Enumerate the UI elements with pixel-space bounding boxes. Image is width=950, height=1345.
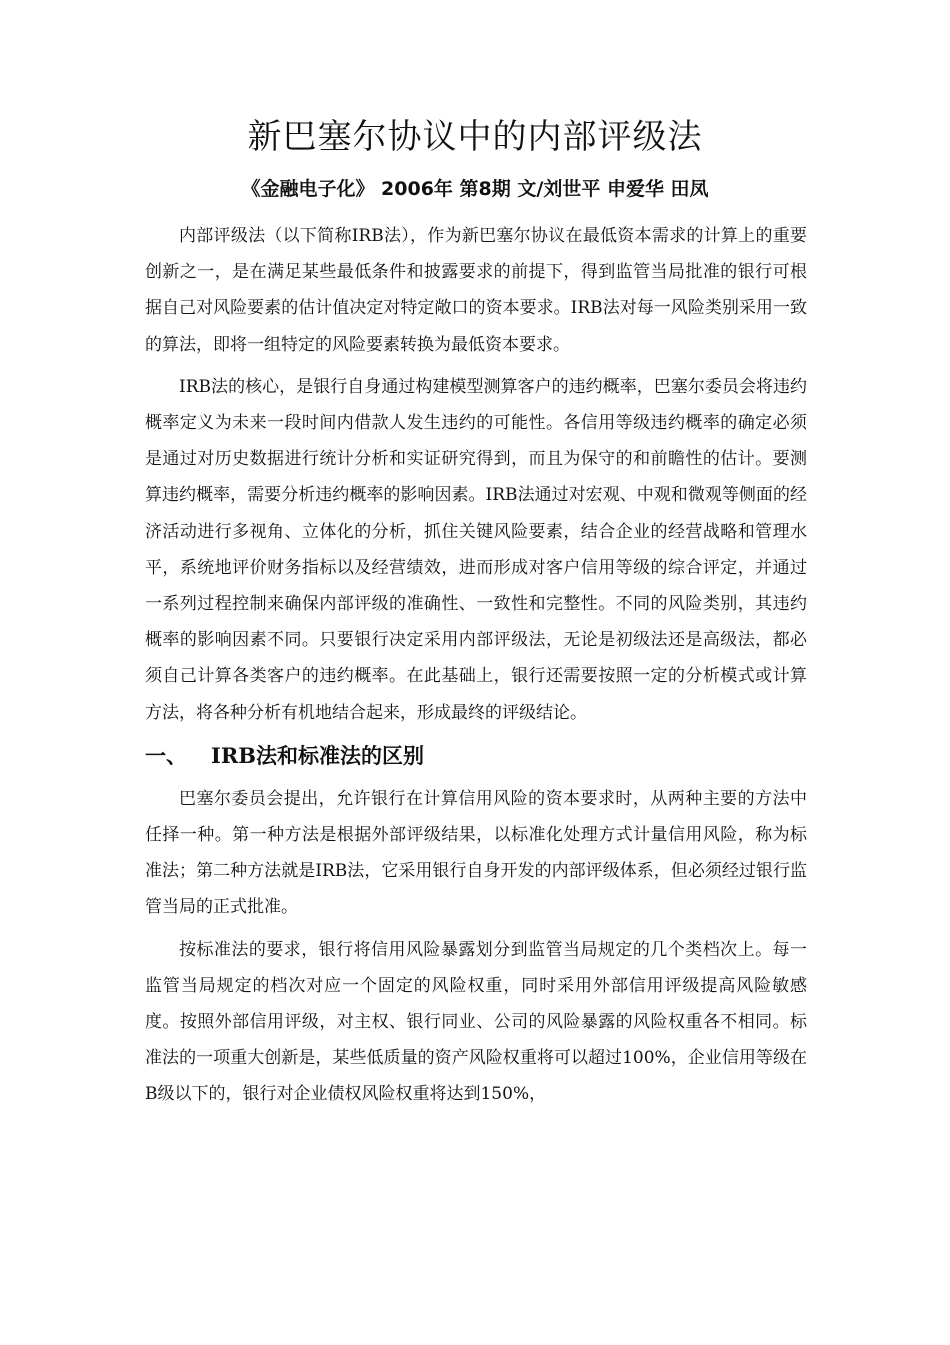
document-subtitle: 《金融电子化》 2006年 第8期 文/刘世平 申爱华 田凤 — [241, 178, 709, 200]
paragraph-irb-core: IRB法的核心，是银行自身通过构建模型测算客户的违约概率，巴塞尔委员会将违约概率定义为未来一段时间内借款人发生违约的可能性。各信用等级违约概率的确定必须是通过对历史数据进行统计分析和实证研究得到，而且为保守的和前瞻性的估计。要测算违约概率，需要分析违约概率的影响因素。IRB法通过对宏观、中观和微观等侧面的经济活动进行多视角、立体化的分析，抓住关键风险要素，结合企业的经营战略和管理水平，系统地评价财务指标以及经营绩效，进而形成对客户信用等级的综合评定，并通过一系列过程控制来确保内部评级的准确性、一致性和完整性。不同的风险类别，其违约概率的影响因素不同。只要银行决定采用内部评级法，无论是初级法还是高级法，都必须自己计算各类客户的违约概率。在此基础上，银行还需要按照一定的分析模式或计算方法，将各种分析有机地结合起来，形成最终的评级结论。 — [145, 376, 807, 723]
paragraph-intro: 内部评级法（以下简称IRB法），作为新巴塞尔协议在最低资本需求的计算上的重要创新之一，是在满足某些最低条件和披露要求的前提下，得到监管当局批准的银行可根据自己对风险要素的估计值决定对特定敞口的资本要求。IRB法对每一风险类别采用一致的算法，即将一组特定的风险要素转换为最低资本要求。 — [145, 226, 807, 355]
section-number: 一、 — [145, 742, 187, 768]
section-heading — [145, 737, 807, 775]
document-title: 新巴塞尔协议中的内部评级法 — [247, 117, 703, 157]
document-body — [145, 218, 807, 1119]
section-heading-text: IRB法和标准法的区别 — [211, 742, 425, 768]
paragraph-standard-method: 按标准法的要求，银行将信用风险暴露划分到监管当局规定的几个类档次上。每一监管当局规定的档次对应一个固定的风险权重，同时采用外部信用评级提高风险敏感度。按照外部信用评级，对主权、银行同业、公司的风险暴露的风险权重各不相同。标准法的一项重大创新是，某些低质量的资产风险权重将可以超过100%，企业信用等级在B级以下的，银行对企业债权风险权重将达到150%， — [145, 939, 807, 1105]
paragraph-two-methods: 巴塞尔委员会提出，允许银行在计算信用风险的资本要求时，从两种主要的方法中任择一种。第一种方法是根据外部评级结果，以标准化处理方式计量信用风险，称为标准法；第二种方法就是IRB法，它采用银行自身开发的内部评级体系，但必须经过银行监管当局的正式批准。 — [145, 788, 807, 918]
